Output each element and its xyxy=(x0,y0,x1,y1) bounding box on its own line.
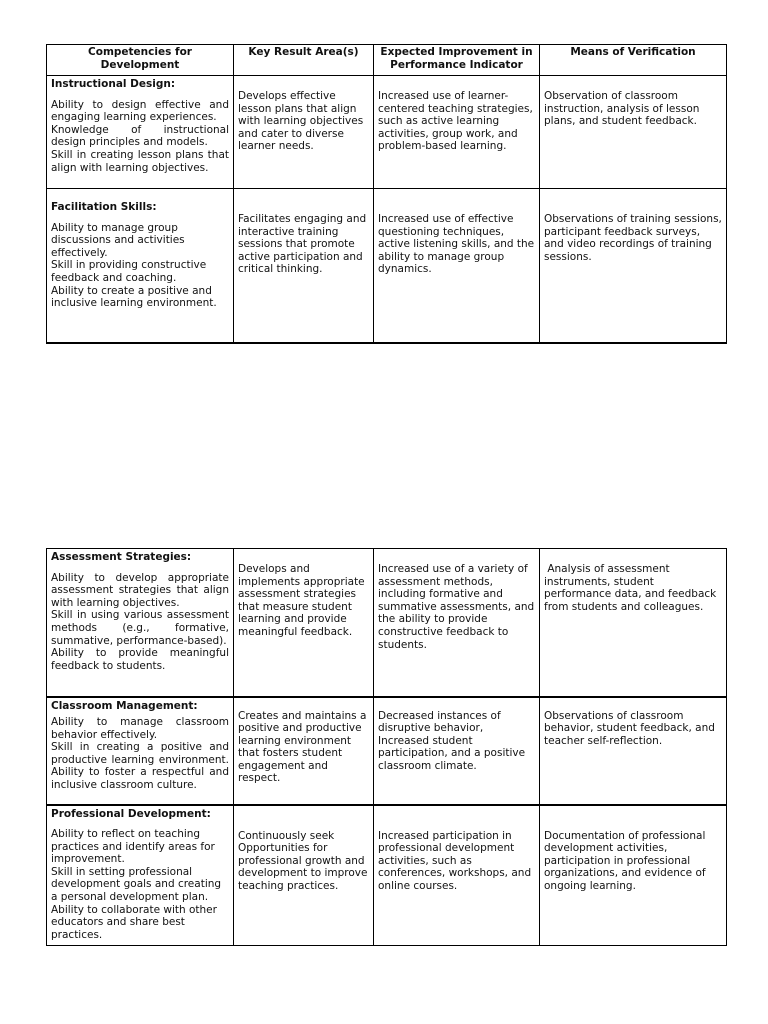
competency-table-page-2 xyxy=(46,548,727,946)
improvement-cell xyxy=(374,76,540,189)
kra-text: Facilitates engaging and interactive training sessions that promote active participation and critical thinking. xyxy=(238,213,367,276)
improvement-text: Increased use of a variety of assessment methods, including formative and summative assessments, and the ability to provide constructive feedback to students. xyxy=(378,563,535,651)
kra-cell xyxy=(234,697,374,805)
competency-title: Assessment Strategies: xyxy=(51,551,192,563)
improvement-text: Increased use of learner-centered teaching strategies, such as active learning activities, group work, and problem-based learning. xyxy=(378,90,533,153)
competency-text: Ability to reflect on teaching practices and identify areas for improvement. Skill in setting professional development goals and creating a personal development plan. Ability to collaborate with other educators and share best practices. xyxy=(51,828,222,941)
header-competencies: Competencies for Development xyxy=(47,45,234,76)
table-row xyxy=(47,76,727,189)
kra-cell xyxy=(234,805,374,946)
verification-cell xyxy=(540,549,727,697)
table-row xyxy=(47,697,727,805)
competency-cell xyxy=(47,805,234,946)
competency-text: Ability to manage classroom behavior effectively. Skill in creating a positive and productive learning environment. Ability to foster a respectful and inclusive classroom culture. xyxy=(51,716,229,792)
table-row xyxy=(47,189,727,343)
competency-text: Ability to manage group discussions and activities effectively. Skill in providing constructive feedback and coaching. Ability to create a positive and inclusive learning environment. xyxy=(51,221,217,310)
competency-title: Professional Development: xyxy=(51,807,211,820)
verification-cell xyxy=(540,805,727,946)
competency-cell xyxy=(47,76,234,189)
competency-title: Facilitation Skills: xyxy=(51,201,157,213)
verification-cell xyxy=(540,189,727,343)
verification-text: Documentation of professional development activities, participation in professional organizations, and evidence of ongoing learning. xyxy=(544,829,706,892)
improvement-text: Decreased instances of disruptive behavior, Increased student participation, and a positive classroom climate. xyxy=(378,709,526,772)
verification-text: Observations of classroom behavior, student feedback, and teacher self-reflection. xyxy=(544,709,715,747)
kra-cell xyxy=(234,76,374,189)
improvement-text: Increased participation in professional development activities, such as conferences, workshops, and online courses. xyxy=(378,829,532,892)
improvement-cell xyxy=(374,697,540,805)
kra-cell xyxy=(234,189,374,343)
kra-cell xyxy=(234,549,374,697)
header-key-result-area: Key Result Area(s) xyxy=(234,45,374,76)
kra-text: Develops and implements appropriate assessment strategies that measure student learning and provide meaningful feedback. xyxy=(238,563,365,638)
kra-text: Develops effective lesson plans that align with learning objectives and cater to diverse learner needs. xyxy=(238,90,364,153)
header-expected-improvement: Expected Improvement in Performance Indicator xyxy=(374,45,540,76)
table-row xyxy=(47,549,727,697)
verification-cell xyxy=(540,697,727,805)
verification-text: Analysis of assessment instruments, student performance data, and feedback from students and colleagues. xyxy=(544,563,720,613)
competency-title: Classroom Management: xyxy=(51,699,198,712)
improvement-cell xyxy=(374,549,540,697)
verification-text: Observations of training sessions, participant feedback surveys, and video recordings of training sessions. xyxy=(544,213,722,263)
verification-cell xyxy=(540,76,727,189)
competency-text: Ability to design effective and engaging learning experiences. Knowledge of instructional design principles and models. Skill in creating lesson plans that align with learning objectives. xyxy=(51,98,229,174)
kra-text: Continuously seek Opportunities for professional growth and development to improve teaching practices. xyxy=(238,829,368,892)
kra-text: Creates and maintains a positive and productive learning environment that fosters student engagement and respect. xyxy=(238,709,367,785)
competency-cell xyxy=(47,549,234,697)
improvement-text: Increased use of effective questioning techniques, active listening skills, and the ability to manage group dynamics. xyxy=(378,213,535,276)
competency-title: Instructional Design: xyxy=(51,78,176,90)
competency-text: Ability to develop appropriate assessment strategies that align with learning objectives. Skill in using various assessment methods (e.g., formative, summative, performance-based). Ability to provide meaningful feedback to students. xyxy=(51,571,229,672)
table-header-row xyxy=(47,45,727,76)
improvement-cell xyxy=(374,805,540,946)
competency-cell xyxy=(47,189,234,343)
competency-table-page-1 xyxy=(46,44,727,344)
header-means-of-verification: Means of Verification xyxy=(540,45,727,76)
table-row xyxy=(47,805,727,946)
competency-cell xyxy=(47,697,234,805)
verification-text: Observation of classroom instruction, analysis of lesson plans, and student feedback. xyxy=(544,90,700,128)
improvement-cell xyxy=(374,189,540,343)
